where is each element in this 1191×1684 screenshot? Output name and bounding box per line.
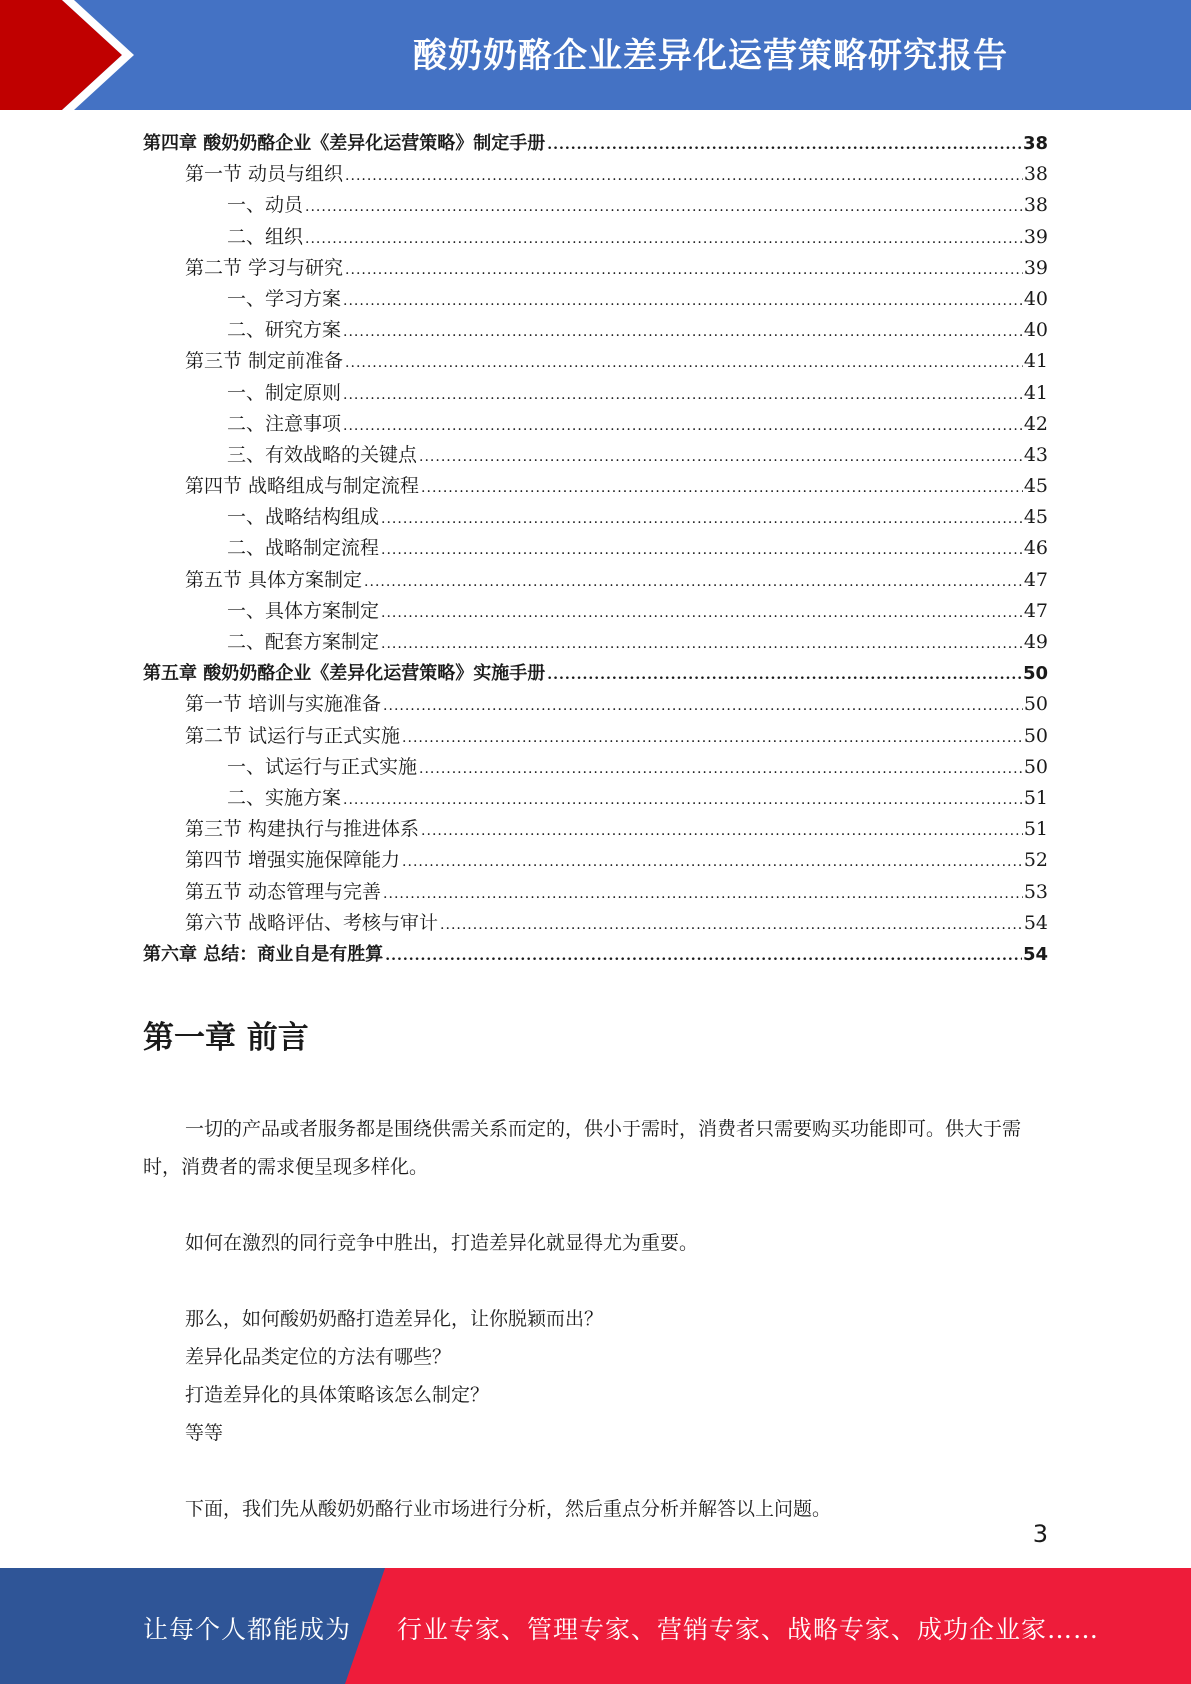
document-title: 酸奶奶酪企业差异化运营策略研究报告: [413, 36, 1008, 76]
toc-section-entry[interactable]: [143, 689, 1048, 720]
toc-entry-page: 51: [1023, 818, 1048, 841]
toc-dot-leader: [343, 380, 1023, 411]
toc-entry-label: 第二节 学习与研究: [185, 256, 344, 279]
toc-dot-leader: [421, 473, 1023, 504]
toc-entry-label: 二、注意事项: [227, 412, 342, 435]
toc-entry-label: 第二节 试运行与正式实施: [185, 724, 401, 747]
toc-dot-leader: [402, 723, 1023, 754]
toc-entry-label: 第五章 酸奶奶酪企业《差异化运营策略》实施手册: [143, 663, 546, 685]
toc-entry-label: 第三节 制定前准备: [185, 350, 344, 373]
toc-dot-leader: [547, 660, 1022, 691]
toc-dot-leader: [345, 161, 1023, 192]
toc-entry-label: 第六节 战略评估、考核与审计: [185, 911, 439, 934]
toc-entry-page: 41: [1023, 350, 1048, 373]
toc-dot-leader: [343, 411, 1023, 442]
toc-entry-label: 二、战略制定流程: [227, 537, 380, 560]
toc-subsection-entry[interactable]: [143, 284, 1048, 315]
body-paragraph: 打造差异化的具体策略该怎么制定？: [185, 1384, 490, 1406]
toc-entry-page: 49: [1023, 631, 1048, 653]
toc-entry-label: 二、研究方案: [227, 319, 342, 342]
toc-entry-page: 47: [1023, 568, 1048, 591]
toc-section-entry[interactable]: [143, 565, 1048, 596]
toc-dot-leader: [383, 879, 1023, 910]
toc-entry-label: 第六章 总结：商业自是有胜算: [143, 943, 384, 965]
toc-entry-page: 47: [1023, 599, 1048, 622]
toc-entry-page: 45: [1023, 506, 1048, 529]
toc-dot-leader: [343, 317, 1023, 348]
toc-chapter-entry[interactable]: [143, 939, 1048, 970]
toc-dot-leader: [343, 785, 1023, 816]
body-paragraph: 那么，如何酸奶奶酪打造差异化，让你脱颖而出？: [185, 1308, 604, 1330]
toc-subsection-entry[interactable]: [143, 222, 1048, 253]
toc-entry-label: 一、具体方案制定: [227, 599, 380, 622]
toc-entry-page: 52: [1023, 849, 1048, 872]
toc-entry-page: 51: [1023, 786, 1048, 809]
toc-subsection-entry[interactable]: [143, 315, 1048, 346]
toc-subsection-entry[interactable]: [143, 440, 1048, 471]
toc-section-entry[interactable]: [143, 814, 1048, 845]
toc-dot-leader: [547, 130, 1022, 161]
chapter-title: 第一章 前言: [143, 1020, 309, 1056]
toc-chapter-entry[interactable]: [143, 128, 1048, 159]
toc-section-entry[interactable]: [143, 159, 1048, 190]
toc-entry-label: 二、实施方案: [227, 786, 342, 809]
toc-dot-leader: [402, 847, 1023, 878]
toc-section-entry[interactable]: [143, 845, 1048, 876]
toc-entry-label: 第一节 培训与实施准备: [185, 693, 382, 716]
toc-entry-page: 46: [1023, 537, 1048, 560]
toc-dot-leader: [421, 816, 1023, 847]
toc-subsection-entry[interactable]: [143, 533, 1048, 564]
toc-entry-page: 41: [1023, 381, 1048, 404]
toc-entry-page: 39: [1023, 256, 1048, 279]
toc-dot-leader: [383, 691, 1023, 722]
toc-entry-label: 第一节 动员与组织: [185, 163, 344, 186]
toc-dot-leader: [364, 567, 1023, 598]
body-paragraph: 差异化品类定位的方法有哪些？: [185, 1346, 452, 1368]
toc-entry-page: 54: [1023, 911, 1048, 934]
body-paragraph: 等等: [185, 1422, 224, 1444]
toc-dot-leader: [419, 442, 1023, 473]
toc-entry-label: 一、动员: [227, 194, 304, 217]
toc-entry-label: 第三节 构建执行与推进体系: [185, 818, 420, 841]
toc-entry-label: 一、学习方案: [227, 287, 342, 310]
body-paragraph: 如何在激烈的同行竞争中胜出，打造差异化就显得尤为重要。: [185, 1232, 699, 1254]
page-number: 3: [1032, 1520, 1048, 1548]
toc-chapter-entry[interactable]: [143, 658, 1048, 689]
toc-dot-leader: [385, 941, 1022, 972]
toc-dot-leader: [343, 286, 1023, 317]
toc-entry-label: 第四章 酸奶奶酪企业《差异化运营策略》制定手册: [143, 133, 546, 154]
toc-entry-page: 53: [1023, 880, 1048, 903]
toc-entry-page: 38: [1022, 133, 1048, 154]
toc-entry-page: 40: [1023, 319, 1048, 342]
footer-slogan-right: 行业专家、管理专家、营销专家、战略专家、成功企业家……: [397, 1615, 1100, 1644]
toc-dot-leader: [381, 535, 1023, 566]
toc-entry-page: 38: [1023, 163, 1048, 186]
toc-dot-leader: [305, 224, 1023, 255]
toc-subsection-entry[interactable]: [143, 596, 1048, 627]
body-paragraph: 下面，我们先从酸奶奶酪行业市场进行分析，然后重点分析并解答以上问题。: [185, 1498, 832, 1520]
toc-entry-page: 40: [1023, 287, 1048, 310]
toc-section-entry[interactable]: [143, 908, 1048, 939]
toc-section-entry[interactable]: [143, 721, 1048, 752]
toc-entry-label: 一、制定原则: [227, 381, 342, 404]
footer-slogan-left: 让每个人都能成为: [143, 1615, 352, 1644]
toc-entry-page: 50: [1022, 663, 1048, 685]
toc-dot-leader: [381, 629, 1023, 660]
toc-dot-leader: [345, 255, 1023, 286]
toc-entry-page: 50: [1023, 724, 1048, 747]
toc-entry-label: 第四节 战略组成与制定流程: [185, 475, 420, 498]
toc-section-entry[interactable]: [143, 877, 1048, 908]
page-footer: [0, 1568, 1191, 1684]
header-arrow-decoration: [0, 0, 150, 110]
toc-dot-leader: [440, 910, 1023, 941]
toc-entry-label: 第五节 动态管理与完善: [185, 880, 382, 903]
toc-subsection-entry[interactable]: [143, 502, 1048, 533]
toc-entry-label: 三、有效战略的关键点: [227, 443, 418, 466]
toc-entry-page: 50: [1023, 693, 1048, 716]
toc-dot-leader: [305, 192, 1023, 223]
body-paragraph: 一切的产品或者服务都是围绕供需关系而定的，供小于需时，消费者只需要购买功能即可。供大于需时，消费者的需求便呈现多样化。: [143, 1118, 1022, 1178]
toc-entry-page: 50: [1023, 755, 1048, 778]
toc-dot-leader: [419, 754, 1023, 785]
toc-entry-label: 第四节 增强实施保障能力: [185, 849, 401, 872]
toc-entry-page: 54: [1022, 943, 1048, 965]
toc-subsection-entry[interactable]: [143, 752, 1048, 783]
toc-entry-label: 二、配套方案制定: [227, 631, 380, 653]
toc-subsection-entry[interactable]: [143, 378, 1048, 409]
toc-subsection-entry[interactable]: [143, 627, 1048, 658]
page-header: [0, 0, 1191, 110]
toc-entry-page: 43: [1023, 443, 1048, 466]
toc-entry-page: 39: [1023, 225, 1048, 248]
toc-dot-leader: [381, 598, 1023, 629]
toc-dot-leader: [345, 348, 1023, 379]
toc-entry-label: 二、组织: [227, 225, 304, 248]
toc-section-entry[interactable]: [143, 253, 1048, 284]
table-of-contents: [143, 128, 1048, 970]
toc-entry-label: 一、试运行与正式实施: [227, 755, 418, 778]
toc-entry-page: 45: [1023, 475, 1048, 498]
toc-subsection-entry[interactable]: [143, 190, 1048, 221]
toc-entry-label: 一、战略结构组成: [227, 506, 380, 529]
toc-section-entry[interactable]: [143, 471, 1048, 502]
toc-subsection-entry[interactable]: [143, 783, 1048, 814]
toc-entry-page: 38: [1023, 194, 1048, 217]
toc-dot-leader: [381, 504, 1023, 535]
toc-subsection-entry[interactable]: [143, 409, 1048, 440]
toc-section-entry[interactable]: [143, 346, 1048, 377]
toc-entry-label: 第五节 具体方案制定: [185, 568, 363, 591]
toc-entry-page: 42: [1023, 412, 1048, 435]
